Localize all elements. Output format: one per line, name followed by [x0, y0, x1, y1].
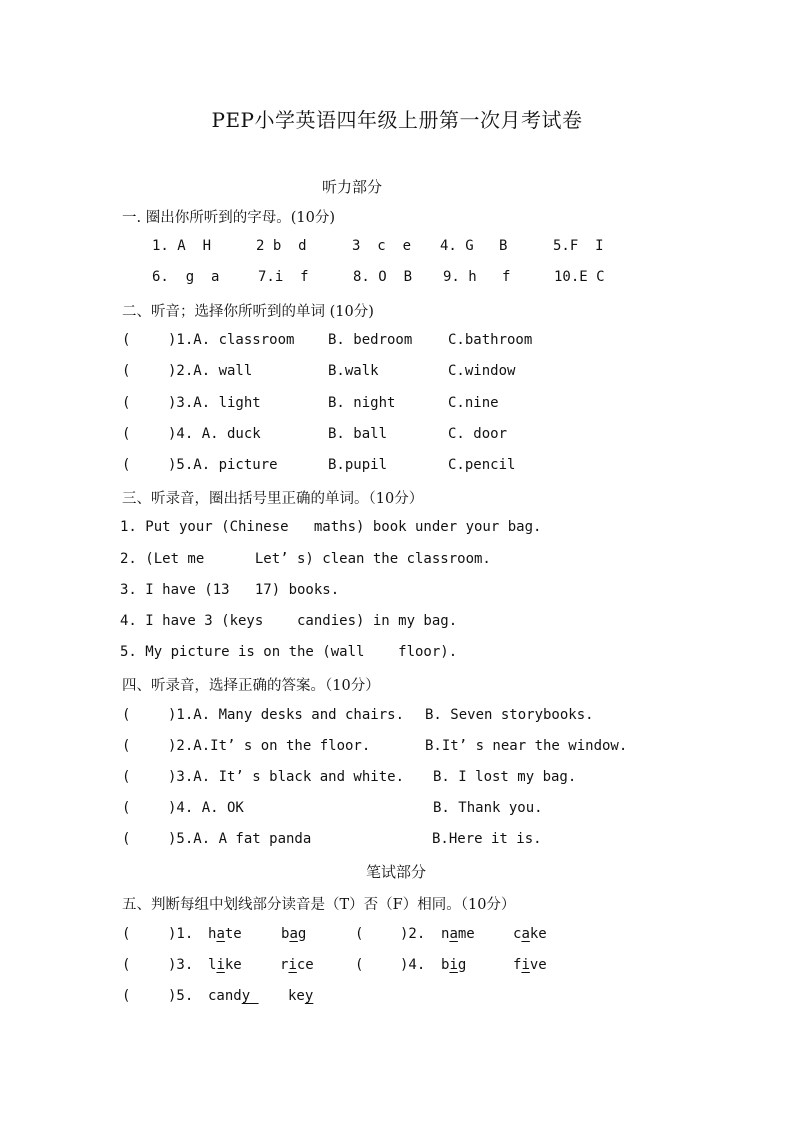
word-2: key — [288, 988, 314, 1004]
option-b: B. I lost my bag. — [433, 769, 577, 785]
word-1: name — [441, 926, 475, 942]
word-2: rice — [280, 957, 314, 973]
sentence-item: 4. I have 3 (keys candies) in my bag. — [120, 613, 458, 629]
answer-paren: ( — [122, 457, 131, 473]
answer-paren: ( — [122, 707, 131, 723]
word-1: hate — [208, 926, 242, 942]
letter-pair: 4. G B — [440, 238, 508, 254]
answer-paren: ( — [122, 332, 131, 348]
sentence-item: 5. My picture is on the (wall floor). — [120, 644, 458, 660]
answer-paren: ( — [122, 738, 131, 754]
option-b: B. ball — [328, 426, 388, 442]
option-a: )5.A. A fat panda — [168, 831, 312, 847]
option-a: )1.A. classroom — [168, 332, 295, 348]
option-a: )4. A. duck — [168, 426, 261, 442]
item-number: )3. — [168, 957, 194, 973]
word-2: five — [513, 957, 547, 973]
option-b: B. night — [328, 395, 396, 411]
answer-paren: ( — [122, 395, 131, 411]
word-1: candy — [208, 988, 259, 1004]
word-2: bag — [281, 926, 307, 942]
answer-paren: ( — [122, 426, 131, 442]
word-1: big — [441, 957, 467, 973]
option-a: )1.A. Many desks and chairs. — [168, 707, 405, 723]
item-number: )1. — [168, 926, 194, 942]
item-number: )5. — [168, 988, 194, 1004]
option-c: C.bathroom — [448, 332, 533, 348]
option-b: B.Here it is. — [432, 831, 542, 847]
option-c: C.window — [448, 363, 516, 379]
section-5-heading: 五、判断每组中划线部分读音是（T）否（F）相同。（10分） — [122, 897, 516, 913]
writing-section-header: 笔试部分 — [366, 863, 427, 881]
sentence-item: 2. (Let me Let’ s) clean the classroom. — [120, 551, 491, 567]
option-c: C. door — [448, 426, 508, 442]
letter-pair: 8. O B — [353, 269, 413, 285]
letter-pair: 3 c e — [352, 238, 412, 254]
answer-paren: ( — [122, 831, 131, 847]
option-a: )3.A. light — [168, 395, 261, 411]
letter-pair: 7.i f — [258, 269, 309, 285]
answer-paren: ( — [355, 926, 364, 942]
section-2-heading: 二、听音；选择你所听到的单词 (10分) — [122, 304, 374, 320]
option-a: )2.A.It’ s on the floor. — [168, 738, 371, 754]
option-a: )4. A. OK — [168, 800, 244, 816]
item-number: )2. — [400, 926, 426, 942]
listening-section-header: 听力部分 — [321, 178, 382, 196]
answer-paren: ( — [122, 363, 131, 379]
letter-pair: 1. A H — [152, 238, 212, 254]
letter-pair: 10.E C — [554, 269, 605, 285]
option-b: B. Thank you. — [433, 800, 543, 816]
option-a: )2.A. wall — [168, 363, 253, 379]
answer-paren: ( — [122, 926, 131, 942]
option-b: B.pupil — [328, 457, 388, 473]
option-c: C.nine — [448, 395, 499, 411]
option-b: B. bedroom — [328, 332, 413, 348]
letter-pair: 6. g a — [152, 269, 220, 285]
sentence-item: 1. Put your (Chinese maths) book under your bag. — [120, 519, 542, 535]
page-title: PEP小学英语四年级上册第一次月考试卷 — [211, 108, 583, 132]
answer-paren: ( — [122, 769, 131, 785]
option-c: C.pencil — [448, 457, 516, 473]
sentence-item: 3. I have (13 17) books. — [120, 582, 340, 598]
option-b: B.It’ s near the window. — [425, 738, 628, 754]
word-2: cake — [513, 926, 547, 942]
option-b: B.walk — [328, 363, 379, 379]
word-1: like — [208, 957, 242, 973]
option-b: B. Seven storybooks. — [425, 707, 594, 723]
answer-paren: ( — [122, 957, 131, 973]
letter-pair: 5.F I — [553, 238, 604, 254]
section-4-heading: 四、听录音，选择正确的答案。（10分） — [122, 678, 380, 694]
letter-pair: 2 b d — [256, 238, 307, 254]
letter-pair: 9. h f — [443, 269, 511, 285]
option-a: )3.A. It’ s black and white. — [168, 769, 405, 785]
option-a: )5.A. picture — [168, 457, 278, 473]
item-number: )4. — [400, 957, 426, 973]
answer-paren: ( — [122, 800, 131, 816]
answer-paren: ( — [122, 988, 131, 1004]
answer-paren: ( — [355, 957, 364, 973]
section-3-heading: 三、听录音，圈出括号里正确的单词。（10分） — [122, 491, 424, 507]
section-1-heading: 一. 圈出你所听到的字母。(10分) — [122, 210, 335, 226]
